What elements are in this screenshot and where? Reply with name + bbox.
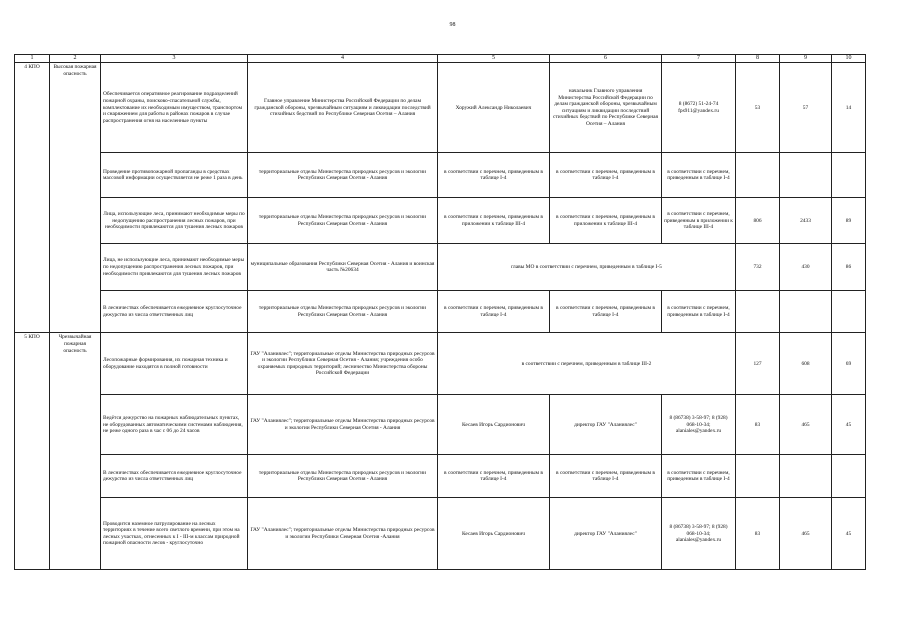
position-cell: начальник Главного управления Министерства Российской Федерации по делам гражданской обороны, чрезвычайным ситуациям и ликвидации последствий стихийных бедствий по Республике Северная Осетия – Алания: [550, 63, 662, 153]
table-row: [15, 63, 866, 153]
merged-responsible-cell: главы МО в соответствии с перечнем, приведенным в таблице I-5: [438, 244, 736, 291]
contacts-cell: в соответствии с перечнем, приведенным в таблице I-4: [662, 153, 736, 198]
value-cell: 89: [832, 198, 866, 244]
column-number: 8: [736, 55, 780, 63]
executor-cell: территориальные отделы Министерства природных ресурсов и экологии Республики Северная Осетия - Алания: [248, 198, 438, 244]
value-cell: 127: [736, 333, 780, 395]
column-number: 7: [662, 55, 736, 63]
table-row: [15, 153, 866, 198]
measure-cell: Обеспечивается оперативное реагирование подразделений пожарной охраны, поисково-спасательной службы, комплектование их необходимым имуществом, транспортом и снаряжением для работы в районах пожаров в случае распространения огня на населенные пункты: [101, 63, 248, 153]
measure-cell: Проведение противопожарной пропаганды в средствах массовой информации осуществляется не реже 1 раза в день: [101, 153, 248, 198]
value-cell: [736, 291, 780, 333]
responsible-cell: Хоружий Александр Николаевич: [438, 63, 550, 153]
column-number: 2: [50, 55, 101, 63]
danger-level: Чрезвычайная пожарная опасность: [50, 333, 101, 570]
value-cell: [832, 153, 866, 198]
value-cell: 608: [780, 333, 832, 395]
measure-cell: В лесничествах обеспечивается ежедневное круглосуточное дежурство из числа ответственных лиц: [101, 291, 248, 333]
position-cell: в соответствии с перечнем, приведенным в приложении к таблице III-4: [550, 198, 662, 244]
value-cell: [736, 455, 780, 498]
column-number: 4: [248, 55, 438, 63]
executor-cell: ГАУ "Аланиялес"; территориальные отделы Министерства природных ресурсов и экологии Республики Северная Осетия -Алания: [248, 498, 438, 570]
value-cell: 83: [736, 498, 780, 570]
contacts-cell: в соответствии с перечнем, приведенным в таблице I-4: [662, 455, 736, 498]
value-cell: [832, 455, 866, 498]
table-row: [15, 333, 866, 395]
danger-class-code: 5 КПО: [15, 333, 50, 570]
value-cell: 465: [780, 395, 832, 455]
column-number: 10: [832, 55, 866, 63]
value-cell: 14: [832, 63, 866, 153]
value-cell: [832, 291, 866, 333]
executor-cell: муниципальные образования Республики Северная Осетия - Алания и воинская часть №20634: [248, 244, 438, 291]
value-cell: 57: [780, 63, 832, 153]
contacts-cell: 8 (86738) 3-58-97; 8 (928) 068-10-34; alaniales@yandex.ru: [662, 498, 736, 570]
value-cell: 465: [780, 498, 832, 570]
table-row: [15, 198, 866, 244]
value-cell: 430: [780, 244, 832, 291]
contacts-cell: в соответствии с перечнем, приведенным в приложении к таблице III-4: [662, 198, 736, 244]
value-cell: [780, 153, 832, 198]
value-cell: 45: [832, 498, 866, 570]
position-cell: в соответствии с перечнем, приведенным в таблице I-4: [550, 291, 662, 333]
value-cell: 2433: [780, 198, 832, 244]
responsible-cell: в соответствии с перечнем, приведенным в приложении к таблице III-4: [438, 198, 550, 244]
table-row: [15, 244, 866, 291]
measure-cell: Ведётся дежурство на пожарных наблюдательных пунктах, не оборудованных автоматическими системами наблюдения, не реже одного раза в час с 06 до 24 часов: [101, 395, 248, 455]
measure-cell: Лица, не использующие леса, принимают необходимые меры по недопущению распространения лесных пожаров, при необходимости привлекаются для тушения лесных пожаров: [101, 244, 248, 291]
column-number-row: [15, 55, 866, 63]
executor-cell: ГАУ "Аланиялес"; территориальные отделы Министерства природных ресурсов и экологии Республики Северная Осетия - Алания; учреждения особо охраняемых природных территорий; лесничество Министерства обороны Российской Федерации: [248, 333, 438, 395]
position-cell: в соответствии с перечнем, приведенным в таблице I-4: [550, 153, 662, 198]
table-row: [15, 291, 866, 333]
executor-cell: территориальные отделы Министерства природных ресурсов и экологии Республики Северная Осетия - Алания: [248, 455, 438, 498]
merged-responsible-cell: в соответствии с перечнем, приведенным в таблице III-2: [438, 333, 736, 395]
column-number: 9: [780, 55, 832, 63]
table-row: [15, 455, 866, 498]
executor-cell: Главное управление Министерства Российской Федерации по делам гражданской обороны, чрезвычайным ситуациям и ликвидации последствий стихийных бедствий по Республике Северная Осетия – Алания: [248, 63, 438, 153]
page-number: 98: [449, 22, 456, 28]
column-number: 6: [550, 55, 662, 63]
value-cell: [736, 153, 780, 198]
column-number: 1: [15, 55, 50, 63]
measure-cell: В лесничествах обеспечивается ежедневное круглосуточное дежурство из числа ответственных лиц: [101, 455, 248, 498]
table-row: [15, 498, 866, 570]
table-row: [15, 395, 866, 455]
responsible-cell: в соответствии с перечнем, приведенным в таблице I-4: [438, 153, 550, 198]
position-cell: директор ГАУ "Аланиялес": [550, 498, 662, 570]
position-cell: в соответствии с перечнем, приведенным в таблице I-4: [550, 455, 662, 498]
danger-level: Высокая пожарная опасность: [50, 63, 101, 333]
value-cell: 53: [736, 63, 780, 153]
column-number: 5: [438, 55, 550, 63]
contacts-cell: в соответствии с перечнем, приведенным в таблице I-4: [662, 291, 736, 333]
column-number: 3: [101, 55, 248, 63]
value-cell: 806: [736, 198, 780, 244]
value-cell: 45: [832, 395, 866, 455]
value-cell: 732: [736, 244, 780, 291]
executor-cell: ГАУ "Аланиялес"; территориальные отделы Министерства природных ресурсов и экологии Республики Северная Осетия - Алания: [248, 395, 438, 455]
measure-cell: Лесопожарные формирования, их пожарная техника и оборудование находятся в полной готовности: [101, 333, 248, 395]
position-cell: директор ГАУ "Аланиялес": [550, 395, 662, 455]
value-cell: 86: [832, 244, 866, 291]
value-cell: 83: [736, 395, 780, 455]
value-cell: 69: [832, 333, 866, 395]
fire-danger-measures-table: [14, 54, 866, 570]
responsible-cell: Кесаев Игорь Сардионович: [438, 498, 550, 570]
executor-cell: территориальные отделы Министерства природных ресурсов и экологии Республики Северная Осетия - Алания: [248, 153, 438, 198]
value-cell: [780, 291, 832, 333]
responsible-cell: в соответствии с перечнем, приведенным в таблице I-4: [438, 291, 550, 333]
measure-cell: Лица, использующие леса, принимают необходимые меры по недопущению распространения лесных пожаров, при необходимости привлекаются для тушения лесных пожаров: [101, 198, 248, 244]
value-cell: [780, 455, 832, 498]
responsible-cell: Кесаев Игорь Сардионович: [438, 395, 550, 455]
executor-cell: территориальные отделы Министерства природных ресурсов и экологии Республики Северная Осетия - Алания: [248, 291, 438, 333]
responsible-cell: в соответствии с перечнем, приведенным в таблице I-4: [438, 455, 550, 498]
contacts-cell: 8 (8672) 51-24-74 fps911@yandex.ru: [662, 63, 736, 153]
danger-class-code: 4 КПО: [15, 63, 50, 333]
measure-cell: Проводится наземное патрулирование на лесных территориях в течение всего светлого времени, при этом на лесных участках, отнесенных к I - III-м классам природной пожарной опасности лесов - круглосуточно: [101, 498, 248, 570]
contacts-cell: 8 (86738) 3-58-97; 8 (928) 068-10-34; alaniales@yandex.ru: [662, 395, 736, 455]
